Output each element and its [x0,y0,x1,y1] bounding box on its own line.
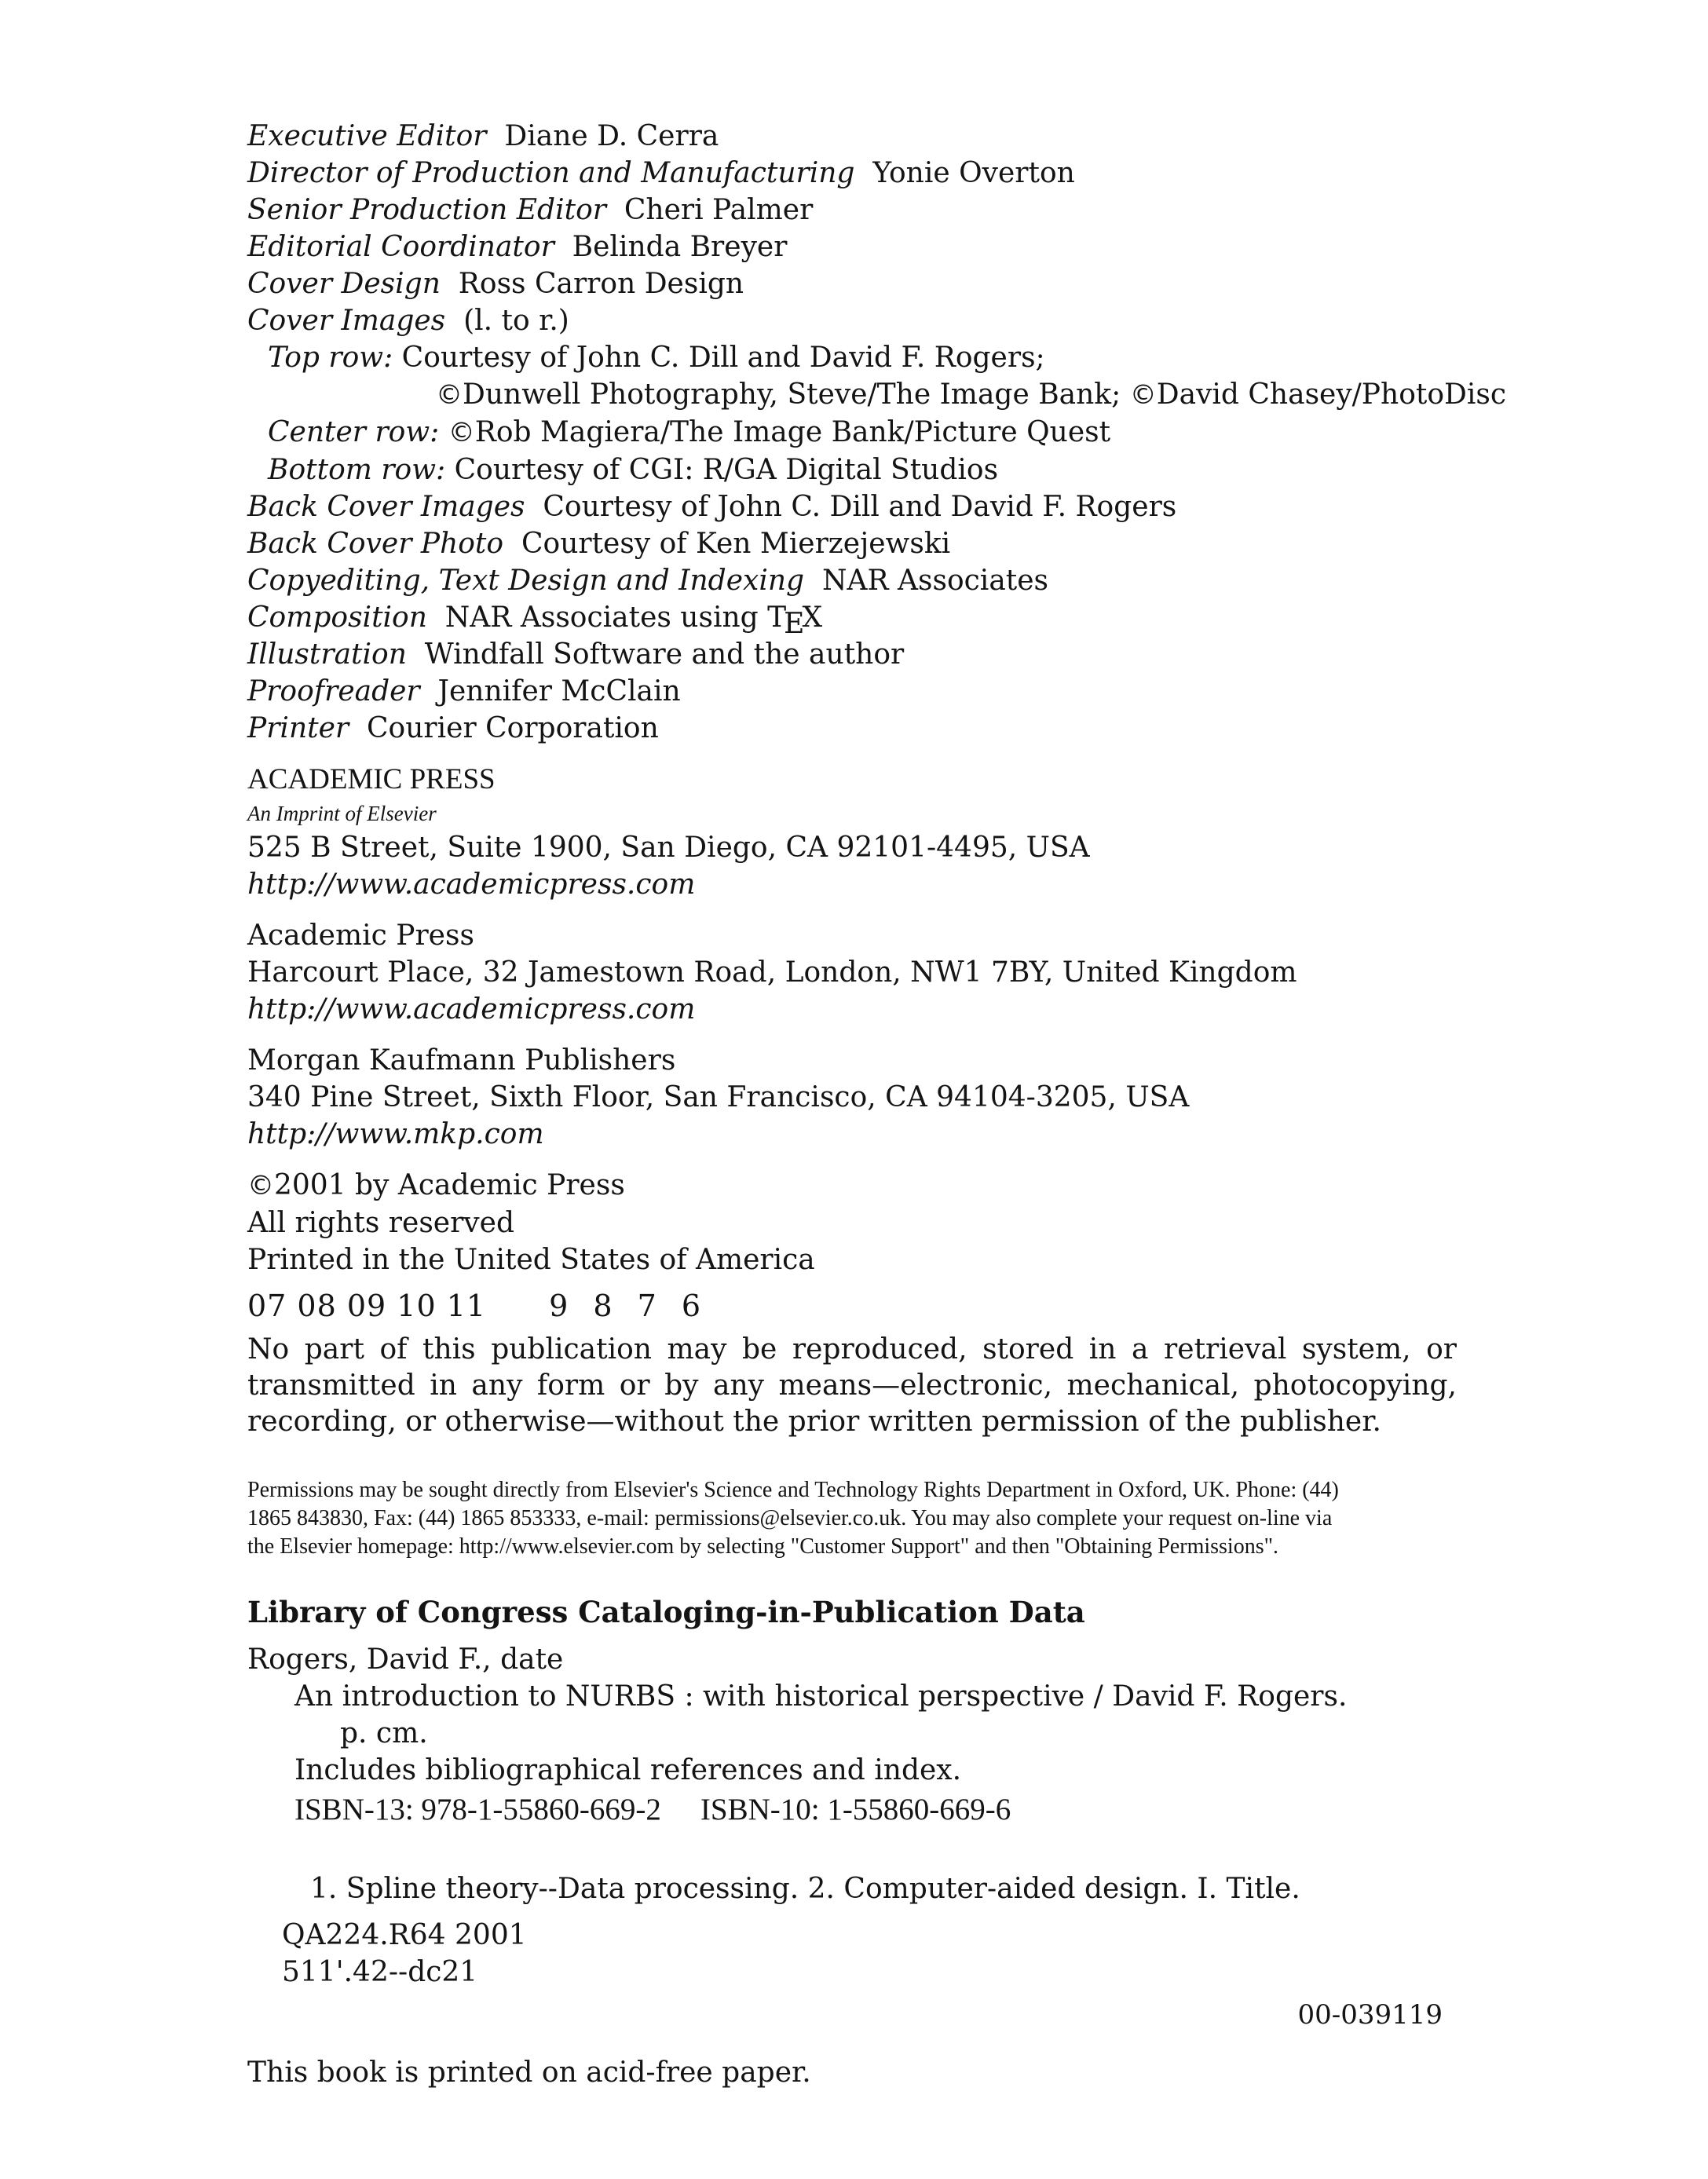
credit-name: (l. to r.) [463,305,569,337]
cip-isbn [247,1789,1457,1831]
credit-name: Yonie Overton [872,157,1075,189]
credit-name: Diane D. Cerra [504,120,719,152]
credit-line [247,229,1457,265]
credits-list [247,118,1507,747]
cip-lccn: 00-039119 [1297,1999,1443,2031]
publisher-url: http://www.mkp.com [247,1118,544,1150]
credit-line [247,192,1457,229]
row-label: Bottom row: [268,454,446,486]
reproduction-notice: No part of this publication may be reproduced, stored in a retrieval system, or transmitted in any form or by any means—electronic, mechanical, photocopying, recording, or otherwise—without the prior written permission of the publisher. [247,1333,1457,1438]
credit-line [247,488,1457,525]
row-text: Courtesy of CGI: R/GA Digital Studios [454,454,999,486]
credit-name: NAR Associates [821,565,1049,597]
credit-name: Jennifer McClain [437,675,681,707]
copyright-page [247,118,1507,2091]
publisher-block-morgan-kaufmann [247,1042,1457,1153]
credit-role: Back Cover Images [247,491,525,523]
copyright-block [247,1167,1457,1278]
row-text: David Chasey/PhotoDisc [1156,378,1507,411]
credit-name: Windfall Software and the author [424,638,905,671]
cover-center-row [247,414,1457,452]
credit-line [247,673,1457,710]
row-text: Courtesy of John C. Dill and David F. Rogers; [401,342,1045,374]
rights-reserved: All rights reserved [247,1207,514,1239]
copyright-icon: © [247,1170,274,1201]
copyright-year: ©2001 by Academic Press [247,1169,625,1201]
publisher-name: Academic Press [247,919,474,952]
printing-line [247,1283,1457,1329]
credit-name: Ross Carron Design [458,268,744,300]
cip-lc-call-number: QA224.R64 2001 [282,1919,527,1951]
cip-subjects: 1. Spline theory--Data processing. 2. Computer-aided design. I. Title. [310,1873,1300,1905]
credit-name: NAR Associates using [444,601,759,634]
credit-name: Courier Corporation [367,712,659,744]
credit-line [247,562,1457,599]
credit-role: Illustration [247,638,407,671]
cover-bottom-row [247,452,1457,488]
cover-top-row-continued [247,376,1507,414]
credit-line [247,265,1457,302]
publisher-block-academic-press-us [247,761,1457,903]
cip-includes: Includes bibliographical references and index. [294,1754,962,1786]
permissions-notice: Permissions may be sought directly from Elsevier's Science and Technology Rights Department in Oxford, UK. Phone: (44) 1865 843830, Fax: (44) 1865 853333, e-mail: permissions@elsevier.co.uk. You may also complete your request on-line via the Elsevier homepage: http://www.elsevier.com by selecting "Customer Support" and then "Obtaining Permissions". [247,1478,1339,1559]
credit-line [247,636,1457,673]
cover-top-row [247,339,1457,376]
printing-impressions: 9 8 7 6 [549,1289,709,1323]
copyright-icon: © [448,417,475,448]
row-label: Center row: [268,416,440,448]
cip-dewey-number: 511'.42--dc21 [282,1956,478,1988]
credit-line [247,155,1457,192]
printing-years: 07 08 09 10 11 [247,1289,487,1323]
copyright-icon: © [436,379,463,411]
credit-role: Cover Design [247,268,441,300]
credit-name: Cheri Palmer [624,194,814,226]
publisher-address: Harcourt Place, 32 Jamestown Road, London, NW1 7BY, United Kingdom [247,956,1297,989]
credit-role: Senior Production Editor [247,194,606,226]
credit-role: Proofreader [247,675,420,707]
publisher-address: 340 Pine Street, Sixth Floor, San Francisco, CA 94104-3205, USA [247,1081,1190,1113]
row-text: Rob Magiera/The Image Bank/Picture Quest [474,416,1111,448]
cip-heading: Library of Congress Cataloging-in-Publication Data [247,1595,1085,1629]
credit-role: Back Cover Photo [247,528,504,560]
credit-role: Cover Images [247,305,446,337]
tex-logo: TEX [767,601,823,640]
publisher-url: http://www.academicpress.com [247,868,696,901]
isbn-10: ISBN-10: 1-55860-669-6 [700,1793,1011,1826]
credit-line [247,525,1457,562]
cip-author: Rogers, David F., date [247,1643,564,1676]
publisher-name: Morgan Kaufmann Publishers [247,1044,676,1077]
credit-role: Director of Production and Manufacturing [247,157,855,189]
publisher-block-academic-press-uk [247,917,1457,1028]
credit-role: Composition [247,601,427,634]
copyright-icon: © [1129,379,1157,411]
credit-name: Courtesy of John C. Dill and David F. Rogers [543,491,1177,523]
publisher-url: http://www.academicpress.com [247,993,696,1026]
row-label: Top row: [268,342,393,374]
credit-line [247,599,1457,640]
printed-in: Printed in the United States of America [247,1244,815,1276]
row-text: Dunwell Photography, Steve/The Image Bank; [463,378,1121,411]
credit-name: Courtesy of Ken Mierzejewski [521,528,951,560]
credit-role: Printer [247,712,349,744]
credit-line [247,118,1457,155]
credit-line [247,710,1457,747]
cip-pages: p. cm. [340,1717,428,1749]
publisher-imprint: An Imprint of Elsevier [247,802,437,825]
publisher-name: ACADEMIC PRESS [247,763,496,795]
cip-record [247,1641,1457,2034]
publisher-address: 525 B Street, Suite 1900, San Diego, CA 92101-4495, USA [247,832,1090,864]
credit-role: Editorial Coordinator [247,231,554,263]
acid-free-note: This book is printed on acid-free paper. [247,2057,811,2089]
credit-role: Copyediting, Text Design and Indexing [247,565,805,597]
credit-name: Belinda Breyer [572,231,788,263]
credit-line [247,302,1457,339]
isbn-13: ISBN-13: 978-1-55860-669-2 [294,1793,661,1826]
credit-role: Executive Editor [247,120,487,152]
cip-title: An introduction to NURBS : with historical perspective / David F. Rogers. [294,1680,1348,1713]
